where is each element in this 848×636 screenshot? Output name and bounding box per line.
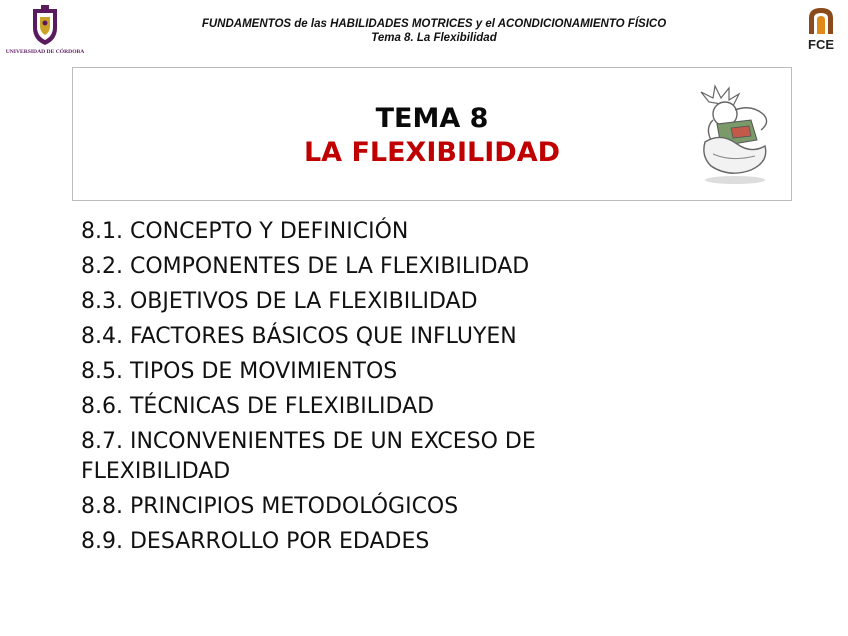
table-of-contents bbox=[81, 217, 641, 562]
list-item: 8.3. OBJETIVOS DE LA FLEXIBILIDAD bbox=[81, 289, 478, 314]
title-box bbox=[72, 67, 792, 201]
topic-subtitle: Tema 8. La Flexibilidad bbox=[371, 32, 497, 44]
course-title: FUNDAMENTOS de las HABILIDADES MOTRICES y el ACONDICIONAMIENTO FÍSICO bbox=[201, 18, 667, 30]
header-course-title bbox=[140, 17, 728, 45]
university-logo-text: UNIVERSIDAD DE CÓRDOBA bbox=[6, 49, 84, 55]
list-item: 8.4. FACTORES BÁSICOS QUE INFLUYEN bbox=[81, 324, 517, 349]
arch-icon bbox=[809, 8, 833, 34]
fce-logo-text: FCE bbox=[808, 37, 834, 52]
university-logo bbox=[6, 4, 84, 56]
list-item: 8.1. CONCEPTO Y DEFINICIÓN bbox=[81, 219, 409, 244]
slide-subtitle: LA FLEXIBILIDAD bbox=[303, 137, 561, 168]
list-item: 8.6. TÉCNICAS DE FLEXIBILIDAD bbox=[81, 394, 435, 419]
list-item: 8.5. TIPOS DE MOVIMIENTOS bbox=[81, 359, 398, 384]
list-item: 8.9. DESARROLLO POR EDADES bbox=[81, 529, 430, 554]
stretching-figure-illustration bbox=[691, 84, 777, 188]
list-item: 8.2. COMPONENTES DE LA FLEXIBILIDAD bbox=[81, 254, 530, 279]
list-item: 8.8. PRINCIPIOS METODOLÓGICOS bbox=[81, 494, 459, 519]
slide-title: TEMA 8 bbox=[375, 103, 489, 134]
crest-icon bbox=[33, 5, 57, 45]
list-item: 8.7. INCONVENIENTES DE UN EXCESO DE FLEXIBILIDAD bbox=[81, 429, 536, 484]
fce-logo bbox=[800, 4, 842, 52]
